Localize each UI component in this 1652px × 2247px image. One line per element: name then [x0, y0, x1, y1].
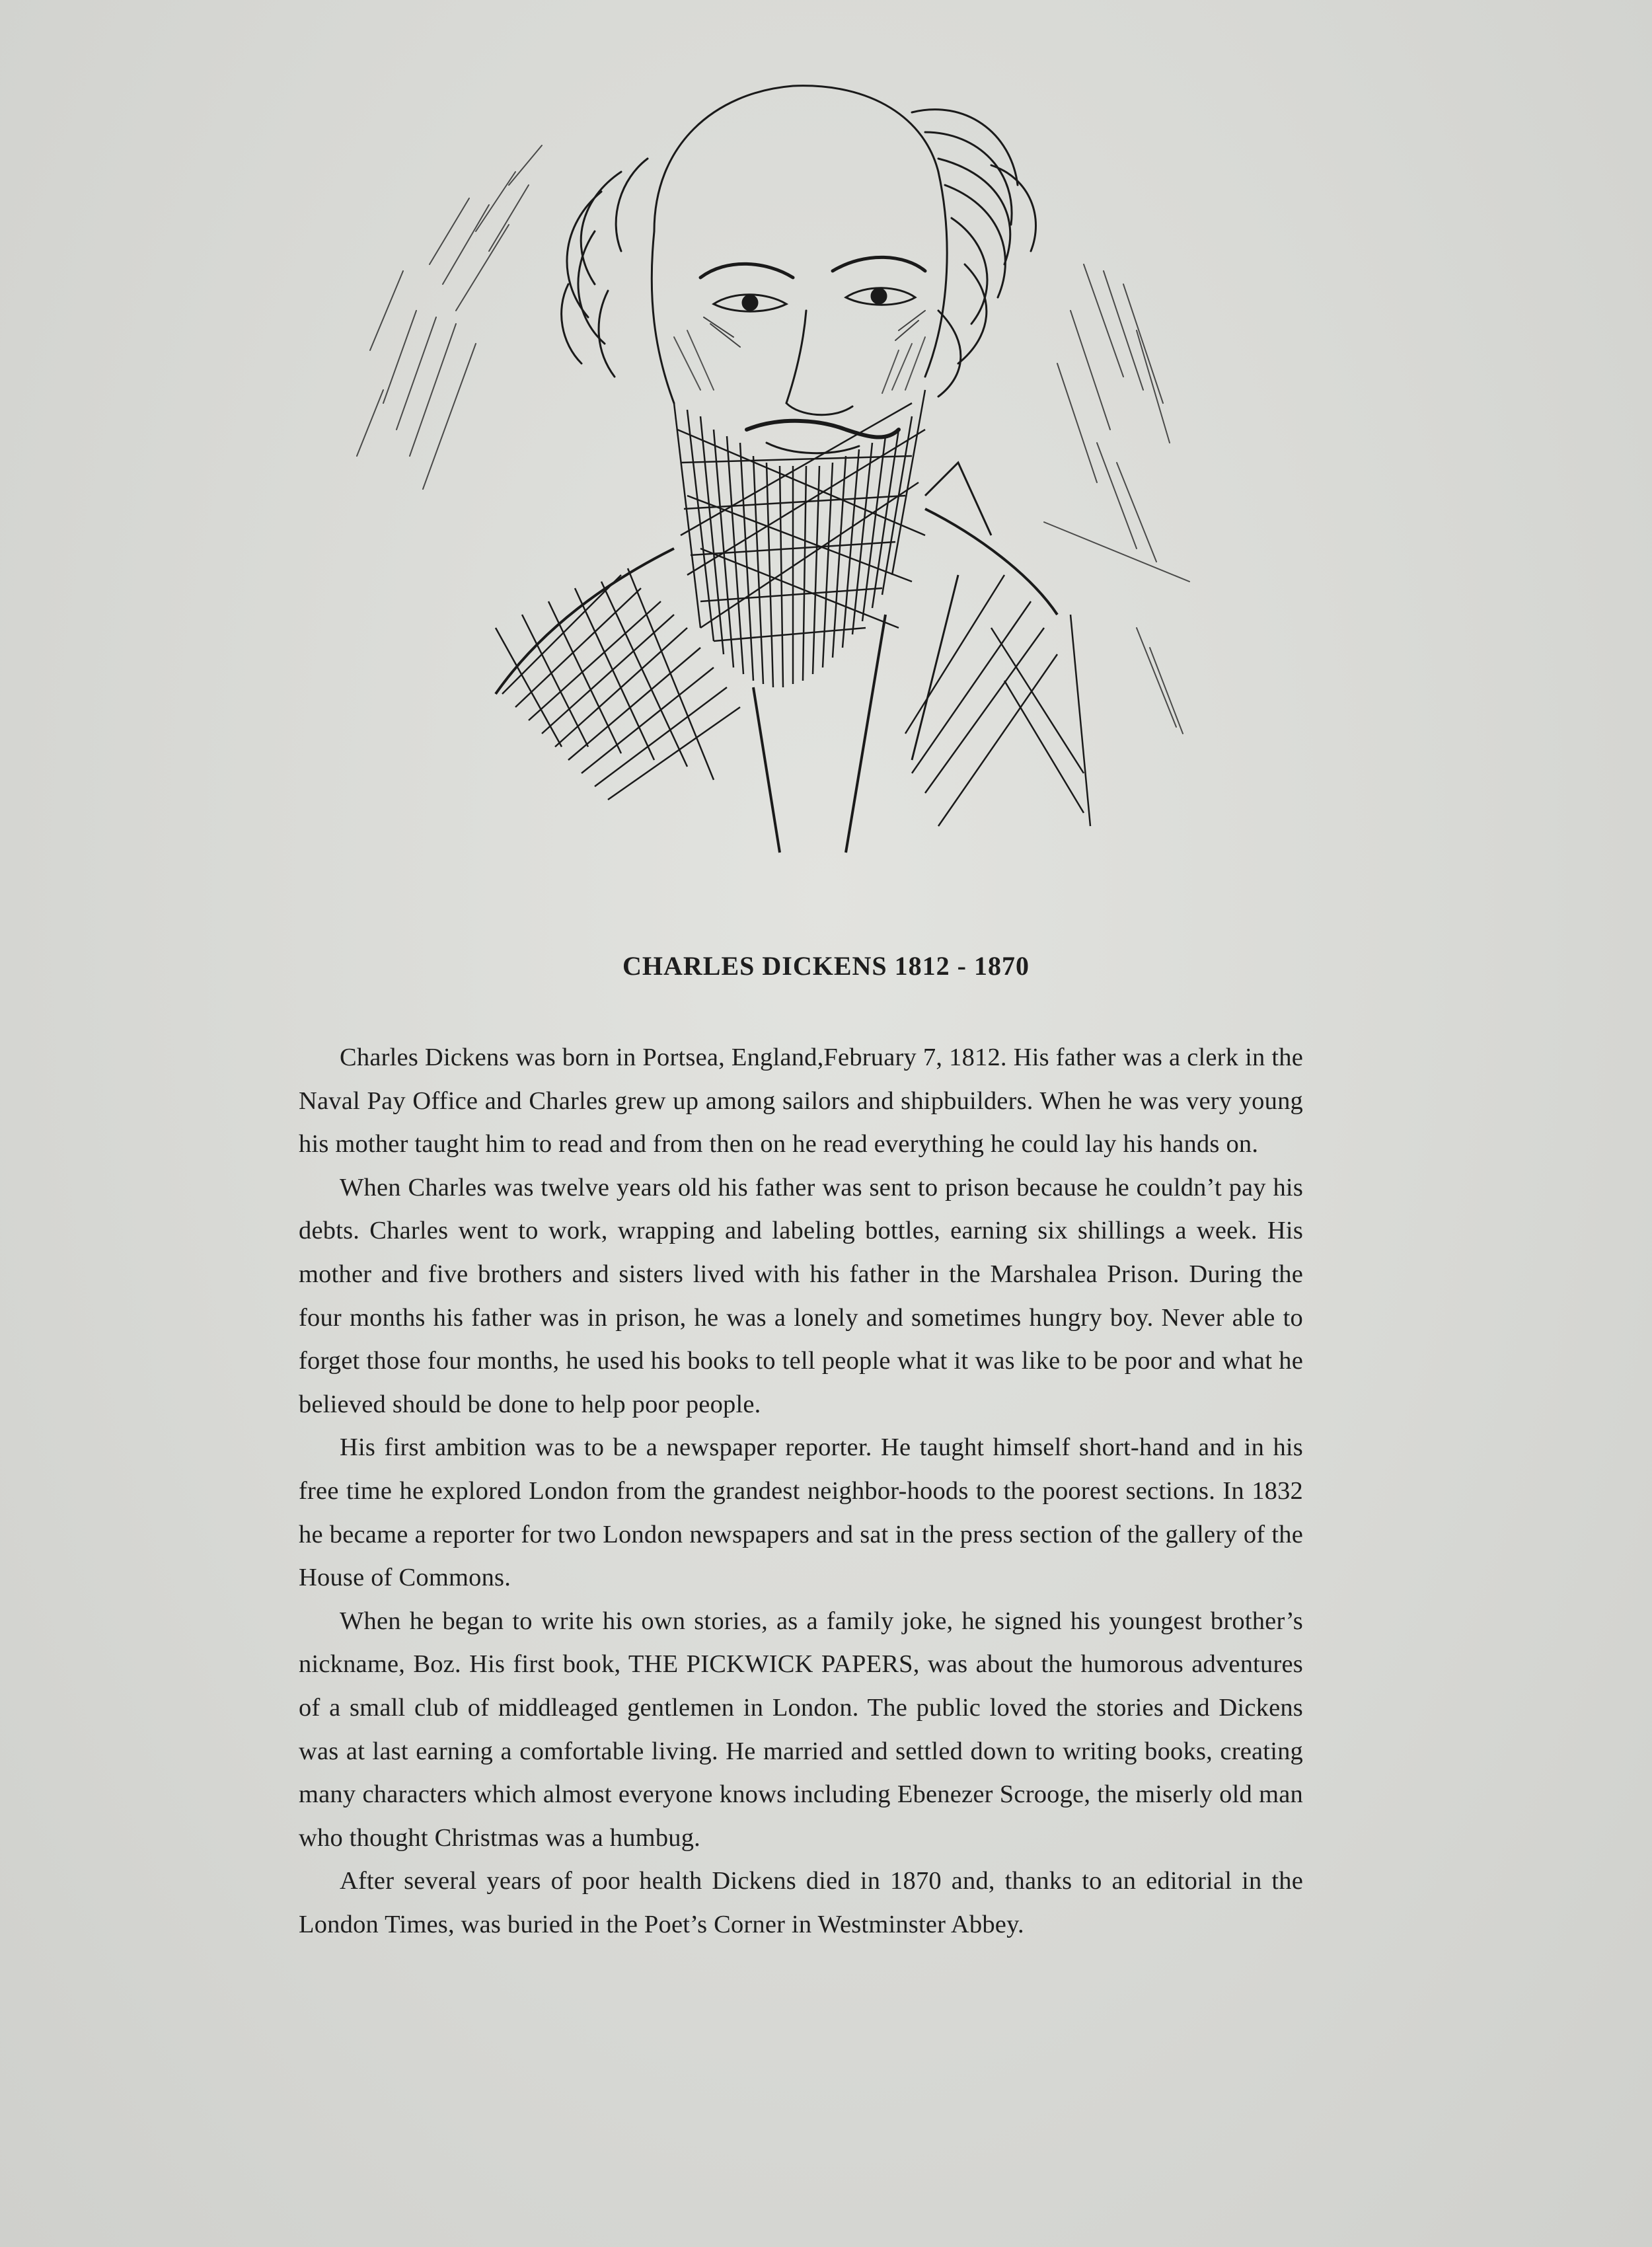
biography-text [299, 1036, 1303, 1946]
paragraph-writing: When he began to write his own stories, as a family joke, he signed his youngest brother’s nickname, Boz. His first book, THE PICKWICK PAPERS, was about the humorous adventures of a small club of middleaged gentlemen in London. The public loved the stories and Dickens was at last earning a comfortable living. He married and settled down to writing books, creating many characters which almost everyone knows including Ebenezer Scrooge, the miserly old man who thought Christmas was a humbug. [299, 1607, 1303, 1852]
portrait-illustration [344, 33, 1203, 866]
paragraph-death: After several years of poor health Dickens died in 1870 and, thanks to an editorial in the London Times, was buried in the Poet’s Corner in Westminster Abbey. [299, 1867, 1303, 1938]
paragraph-reporter: His first ambition was to be a newspaper reporter. He taught himself short-hand and in his free time he explored London from the grandest neighbor-hoods to the poorest sections. In 1832 he became a reporter for two London newspapers and sat in the press section of the gallery of the House of Commons. [299, 1433, 1303, 1592]
paragraph-birth: Charles Dickens was born in Portsea, England,February 7, 1812. His father was a clerk in the Naval Pay Office and Charles grew up among sailors and shipbuilders. When he was very young his mother taught him to read and from then on he read everything he could lay his hands on. [299, 1044, 1303, 1159]
paragraph-childhood: When Charles was twelve years old his father was sent to prison because he couldn’t pay his debts. Charles went to work, wrapping and labeling bottles, earning six shillings a week. His mother and five brothers and sisters lived with his father in the Marshalea Prison. During the four months his father was in prison, he was a lonely and sometimes hungry boy. Never able to forget those four months, he used his books to tell people what it was like to be poor and what he believed should be done to help poor people. [299, 1173, 1303, 1418]
page-title: CHARLES DICKENS 1812 - 1870 [622, 951, 1030, 981]
